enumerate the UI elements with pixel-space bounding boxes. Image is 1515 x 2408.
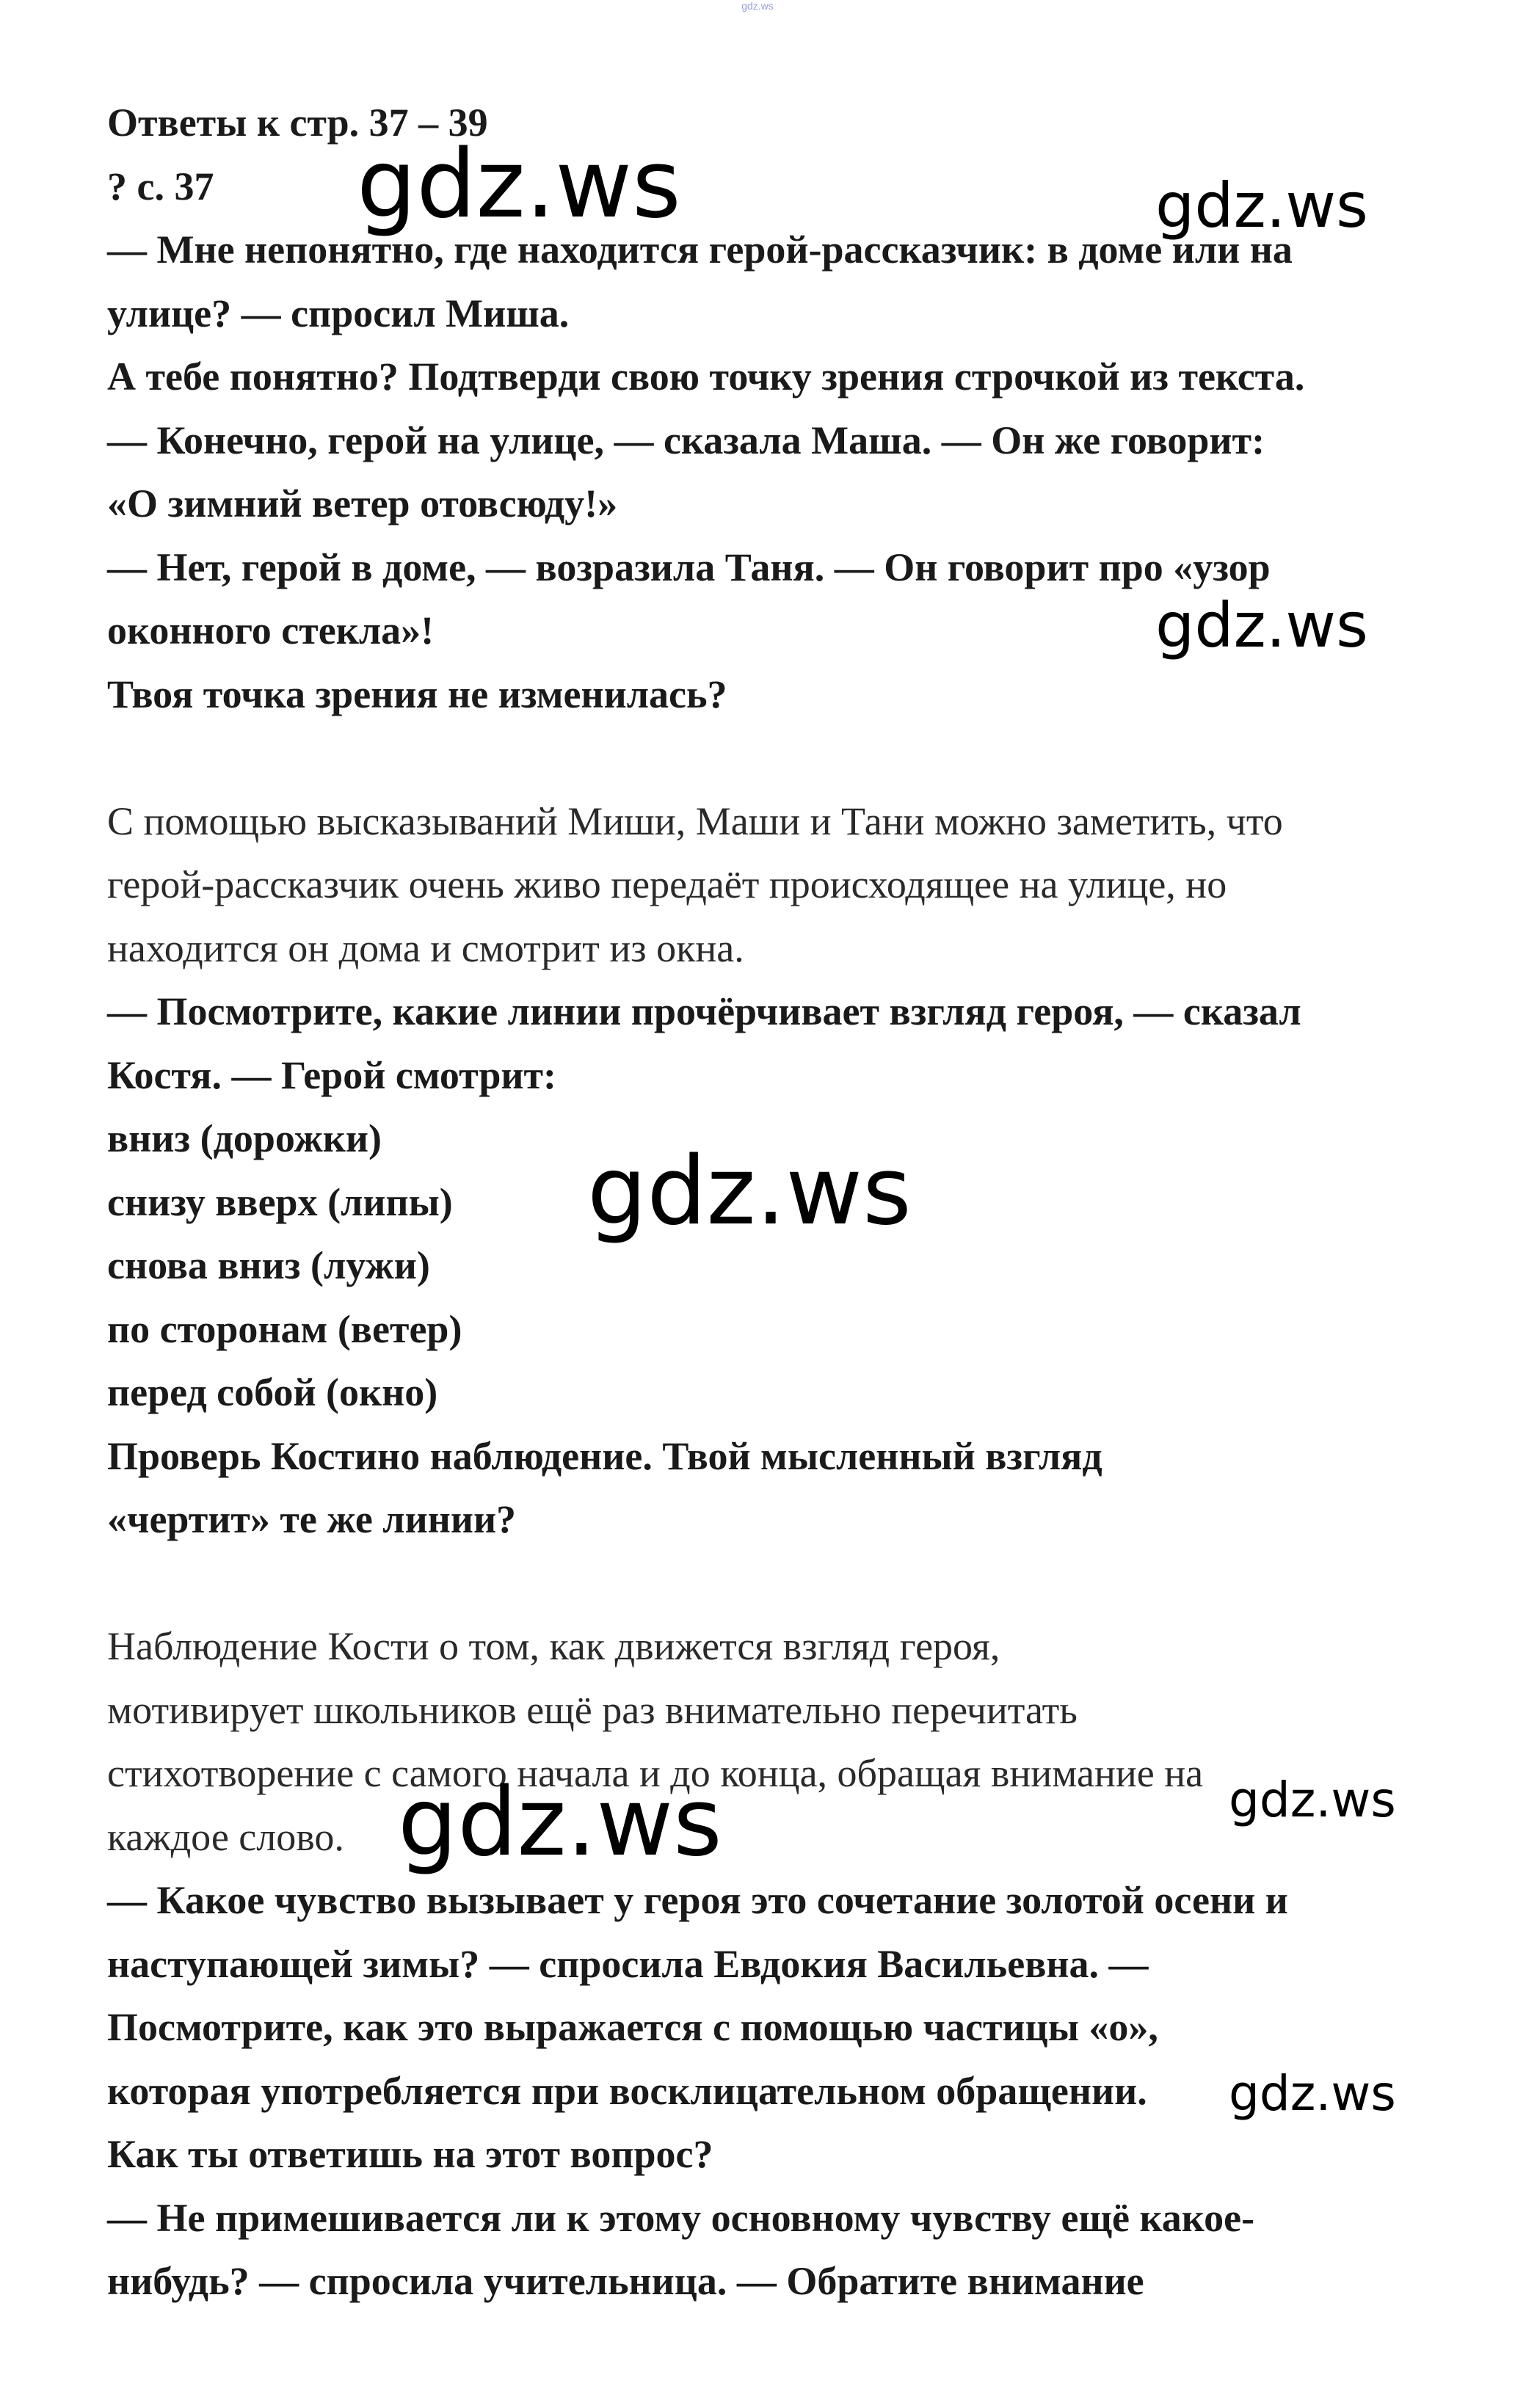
question-line: Твоя точка зрения не изменилась? (107, 672, 727, 716)
top-watermark: gdz.ws (741, 0, 774, 12)
watermark: gdz.ws (587, 1137, 912, 1246)
question-line: «чертит» те же линии? (107, 1497, 517, 1541)
question-line: — Конечно, герой на улице, — сказала Маша. — Он же говорит: (107, 418, 1265, 462)
question-line: Ответы к стр. 37 – 39 (107, 101, 488, 145)
answer-line: С помощью высказываний Миши, Маши и Тани можно заметить, что (107, 799, 1283, 843)
question-line: А тебе понятно? Подтверди свою точку зрения строчкой из текста. (107, 354, 1305, 399)
question-line: наступающей зимы? — спросила Евдокия Васильевна. — (107, 1941, 1149, 1986)
question-line: — Посмотрите, какие линии прочёрчивает взгляд героя, — сказал (107, 989, 1301, 1033)
question-line: вниз (дорожки) (107, 1116, 382, 1160)
watermark: gdz.ws (1155, 170, 1368, 241)
answer-line: Наблюдение Кости о том, как движется взгляд героя, (107, 1624, 1000, 1668)
answer-line: мотивирует школьников ещё раз внимательно перечитать (107, 1687, 1078, 1732)
question-line: — Не примешивается ли к этому основному чувству ещё какое- (107, 2195, 1255, 2240)
answer-line: стихотворение с самого начала и до конца, обращая внимание на (107, 1751, 1204, 1795)
answer-line: герой-рассказчик очень живо передаёт происходящее на улице, но (107, 862, 1227, 906)
answer-line: находится он дома и смотрит из окна. (107, 925, 744, 970)
question-line: оконного стекла»! (107, 608, 435, 652)
question-line: по сторонам (ветер) (107, 1306, 462, 1351)
watermark: gdz.ws (398, 1768, 722, 1877)
watermark: gdz.ws (357, 130, 681, 239)
watermark: gdz.ws (1229, 1772, 1396, 1828)
question-line: Посмотрите, как это выражается с помощью частицы «о», (107, 2005, 1158, 2049)
answer-line: каждое слово. (107, 1814, 344, 1859)
blank-line (107, 726, 1414, 790)
question-line: ? с. 37 (107, 164, 214, 208)
question-line: снизу вверх (липы) (107, 1179, 453, 1224)
question-line: Костя. — Герой смотрит: (107, 1052, 556, 1097)
question-line: которая употребляется при восклицательном обращении. (107, 2068, 1147, 2113)
question-line: Как ты ответишь на этот вопрос? (107, 2132, 713, 2176)
question-line: — Нет, герой в доме, — возразила Таня. — Он говорит про «узор (107, 545, 1271, 589)
watermark: gdz.ws (1229, 2065, 1396, 2122)
blank-line (107, 1552, 1414, 1615)
watermark: gdz.ws (1155, 589, 1368, 661)
question-line: перед собой (окно) (107, 1370, 438, 1414)
question-line: — Мне непонятно, где находится герой-рассказчик: в доме или на (107, 228, 1293, 272)
question-line: нибудь? — спросила учительница. — Обратите внимание (107, 2259, 1144, 2303)
question-line: «О зимний ветер отовсюду!» (107, 481, 618, 525)
question-line: — Какое чувство вызывает у героя это сочетание золотой осени и (107, 1878, 1288, 1922)
question-line: Проверь Костино наблюдение. Твой мысленный взгляд (107, 1433, 1102, 1478)
question-line: улице? — спросил Миша. (107, 291, 570, 335)
question-line: снова вниз (лужи) (107, 1243, 430, 1287)
